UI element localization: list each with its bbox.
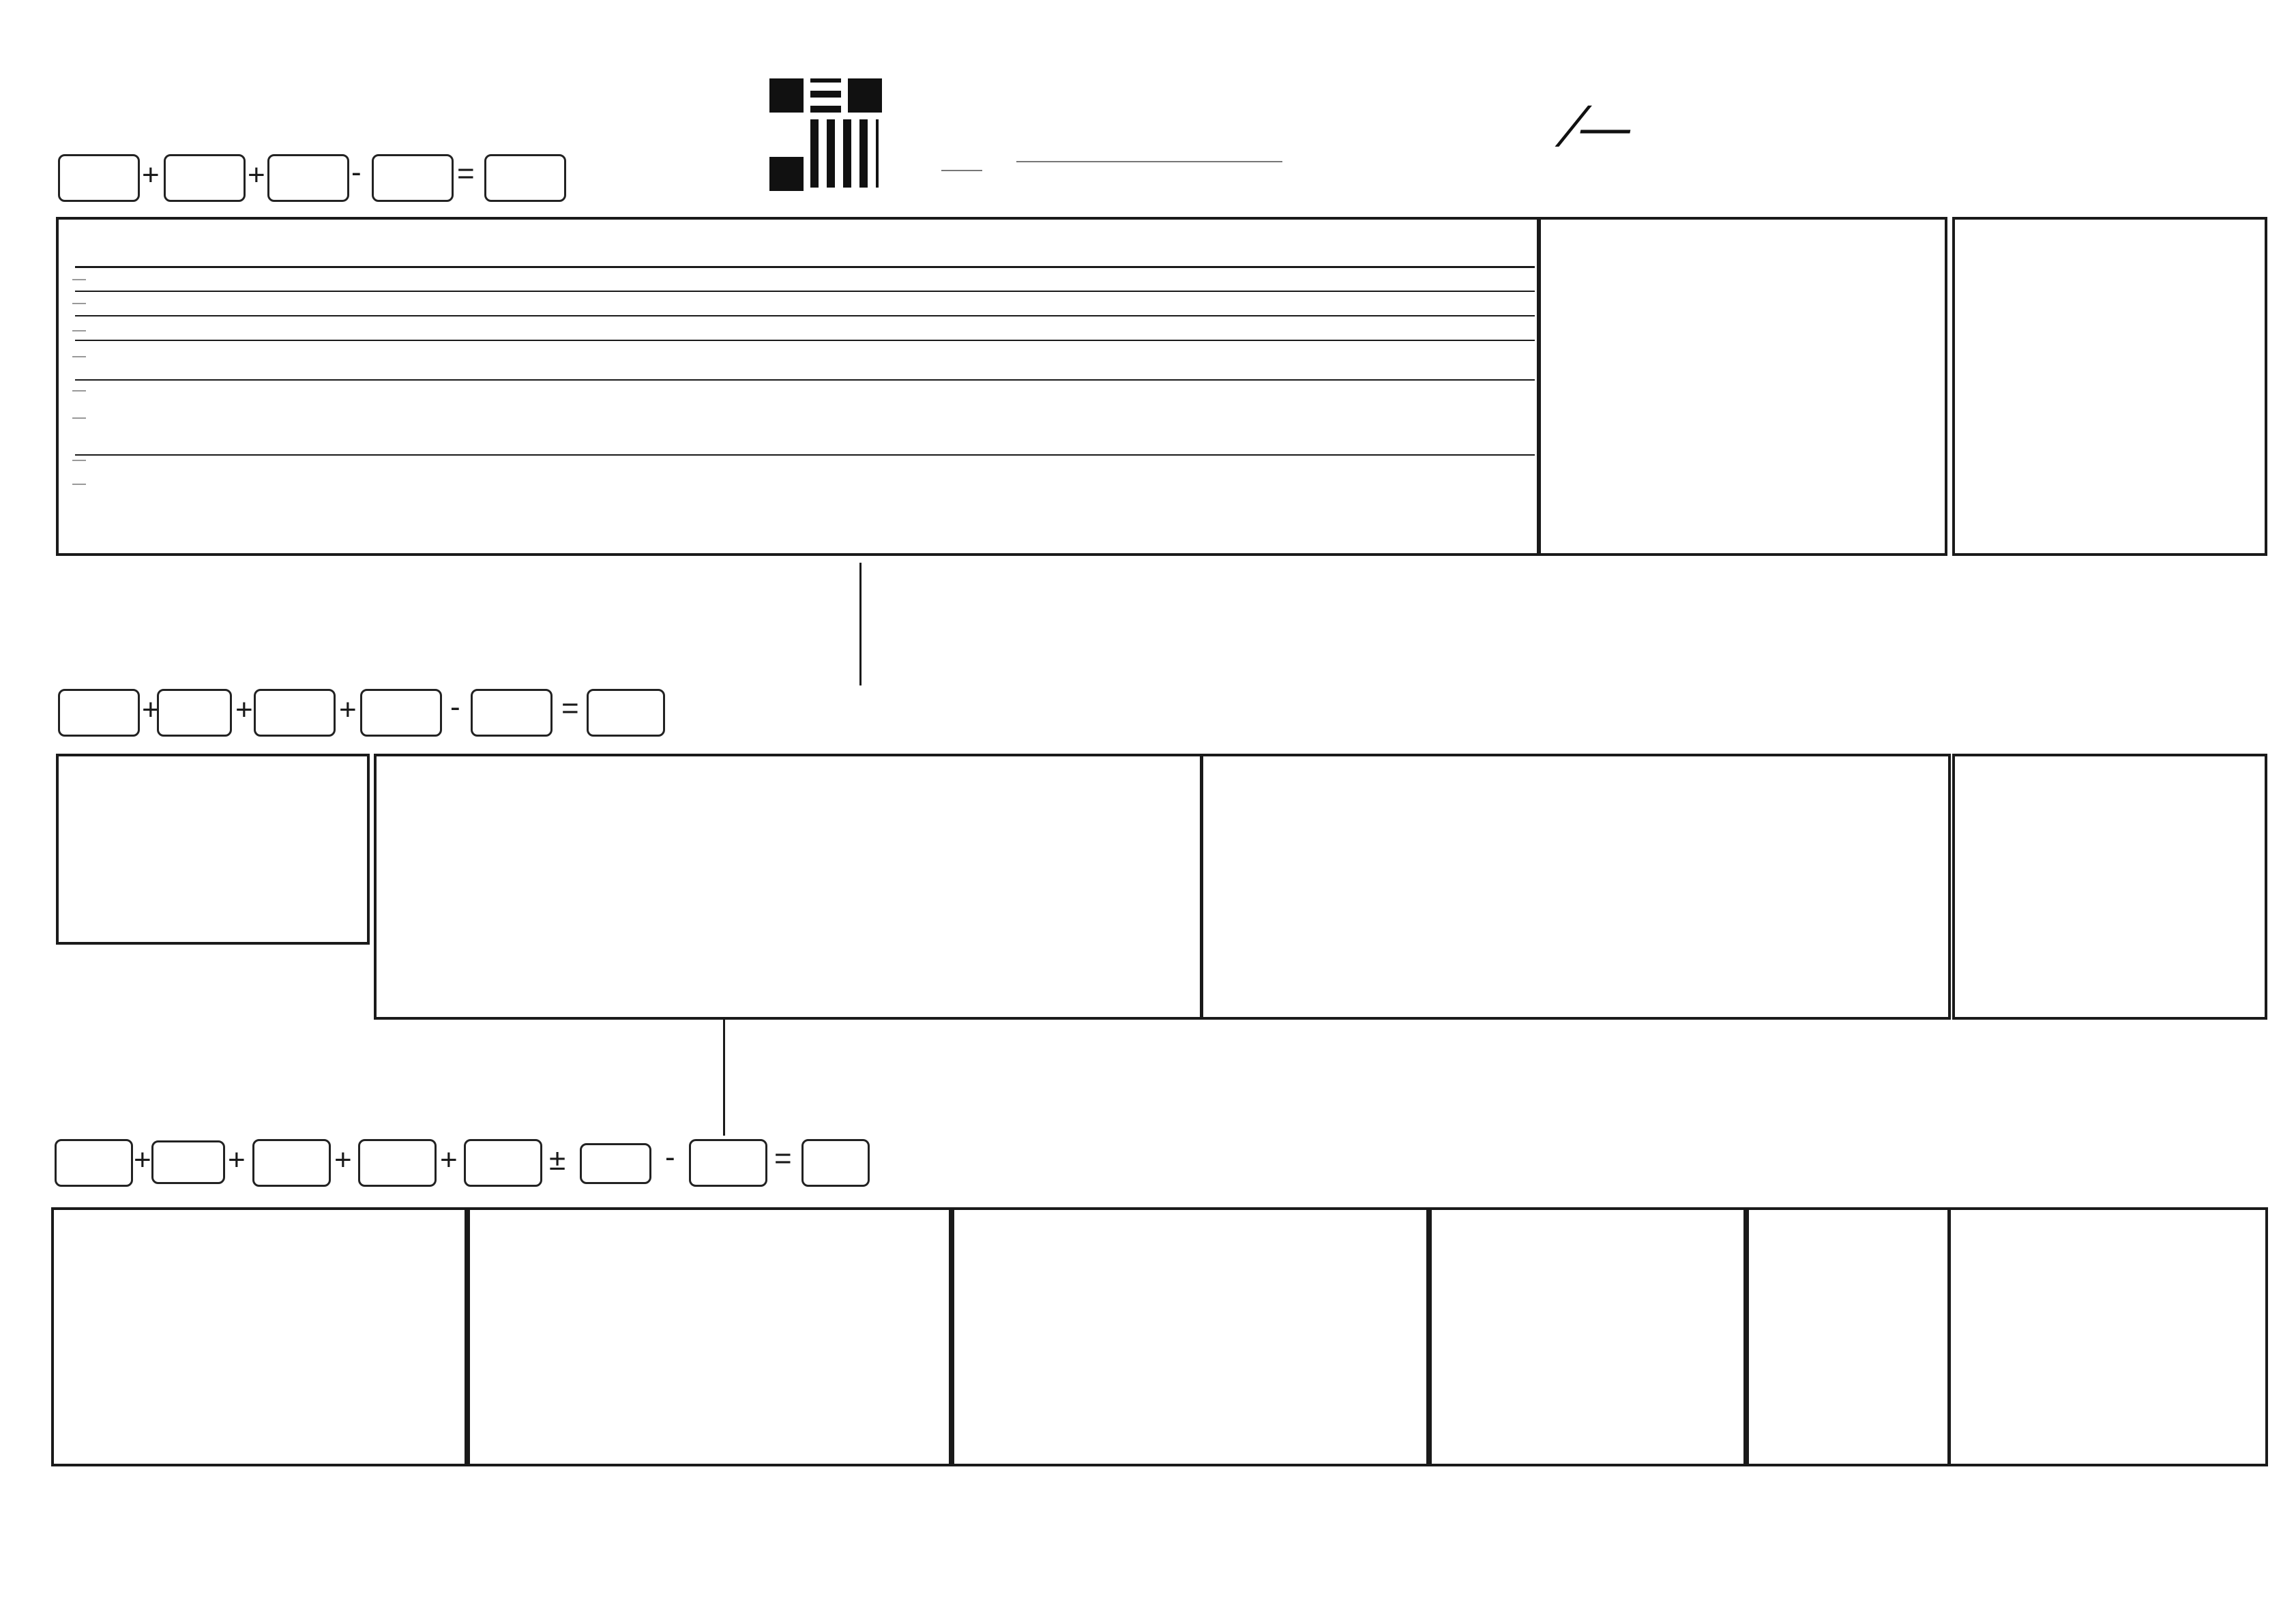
report-cell[interactable]	[724, 454, 929, 536]
plus-minus-sign: ±	[549, 1143, 566, 1177]
disc-opponent-frame	[1538, 217, 1947, 556]
notes1-divider	[859, 563, 862, 685]
report-cell[interactable]	[1331, 266, 1536, 291]
report-cell[interactable]	[1161, 266, 1331, 291]
problem-number[interactable]	[941, 135, 982, 171]
plus-sign: +	[142, 158, 160, 192]
report-cell[interactable]	[1331, 291, 1536, 315]
report-cell[interactable]	[529, 291, 724, 315]
report-cell[interactable]	[931, 454, 1160, 536]
answers-rev-frame	[1947, 1207, 2268, 1466]
notes2-frame-left	[723, 1020, 725, 1136]
reporter-total[interactable]	[484, 154, 566, 202]
fight-line	[941, 135, 1282, 170]
reviewer-score-7[interactable]	[689, 1139, 767, 1187]
report-cell[interactable]	[109, 266, 344, 291]
opponent-score-4[interactable]	[360, 689, 442, 737]
reporter-score-1[interactable]	[58, 154, 140, 202]
report-cell[interactable]	[1161, 291, 1331, 315]
report-cell[interactable]	[724, 379, 929, 454]
report-header-4	[931, 220, 1160, 266]
equals-sign: =	[561, 692, 579, 725]
report-cell[interactable]	[931, 291, 1160, 315]
report-cell[interactable]	[1331, 315, 1536, 340]
report-cell[interactable]	[1161, 454, 1331, 536]
reviewer-score-4[interactable]	[358, 1139, 437, 1187]
reviewer-score-1[interactable]	[55, 1139, 133, 1187]
report-cell[interactable]	[931, 379, 1160, 454]
report-cell[interactable]	[931, 315, 1160, 340]
questions-rev-frame	[51, 1207, 467, 1466]
teams-line	[941, 179, 1112, 207]
answers-opp-frame	[1952, 754, 2267, 1020]
plus-sign: +	[142, 693, 160, 726]
reviewer-score-2[interactable]	[151, 1140, 225, 1184]
report-level-tick[interactable]	[72, 330, 86, 331]
report-cell[interactable]	[347, 315, 527, 340]
plus-sign: +	[248, 158, 265, 192]
report-level-tick[interactable]	[72, 460, 86, 461]
report-header-3	[724, 220, 929, 266]
plus-sign: +	[228, 1143, 246, 1177]
reviewer-score-5[interactable]	[464, 1139, 542, 1187]
report-cell[interactable]	[347, 291, 527, 315]
report-cell[interactable]	[724, 266, 929, 291]
report-header-5	[1161, 220, 1331, 266]
report-header-0	[109, 220, 344, 266]
equals-sign: =	[774, 1142, 792, 1175]
reviewer-score-6[interactable]	[580, 1143, 651, 1184]
report-cell[interactable]	[931, 266, 1160, 291]
minus-sign: -	[450, 690, 460, 724]
opponent-score-3[interactable]	[254, 689, 336, 737]
report-cell[interactable]	[1331, 379, 1536, 454]
minus-sign: -	[665, 1140, 675, 1174]
report-cell[interactable]	[347, 454, 527, 536]
report-cell[interactable]	[347, 379, 527, 454]
questions-opp-frame	[56, 754, 370, 945]
qr-code	[767, 76, 884, 193]
report-cell[interactable]	[724, 291, 929, 315]
plus-sign: +	[334, 1143, 352, 1177]
report-cell[interactable]	[1161, 379, 1331, 454]
report-header-1	[347, 220, 527, 266]
reporter-score-2[interactable]	[164, 154, 246, 202]
report-cell[interactable]	[529, 454, 724, 536]
report-header-6	[1331, 220, 1536, 266]
report-cell[interactable]	[1331, 454, 1536, 536]
report-level-tick[interactable]	[72, 390, 86, 392]
discussion-analysis-frame	[1429, 1207, 1746, 1466]
plus-sign: +	[235, 693, 253, 726]
report-cell[interactable]	[109, 454, 344, 536]
answers-rep-frame	[1952, 217, 2267, 556]
opposition-speech-frame	[374, 754, 1203, 1020]
report-cell[interactable]	[109, 379, 344, 454]
signature-line[interactable]	[1016, 154, 1282, 162]
report-level-tick[interactable]	[72, 356, 86, 357]
report-level-tick[interactable]	[72, 279, 86, 280]
report-cell[interactable]	[109, 291, 344, 315]
opponent-total[interactable]	[587, 689, 665, 737]
report-cell[interactable]	[529, 379, 724, 454]
opponent-score-2[interactable]	[157, 689, 232, 737]
reviewer-total[interactable]	[801, 1139, 870, 1187]
report-level-tick[interactable]	[72, 484, 86, 485]
reporter-score-3[interactable]	[267, 154, 349, 202]
report-header-2	[529, 220, 724, 266]
disc-reporter-frame	[1201, 754, 1951, 1020]
review-report-frame	[467, 1207, 952, 1466]
report-cell[interactable]	[931, 340, 1160, 379]
report-cell[interactable]	[347, 340, 527, 379]
equals-sign: =	[457, 157, 475, 190]
judge-signature: ⁄—	[1569, 95, 1633, 159]
reporter-score-4[interactable]	[372, 154, 454, 202]
plus-sign: +	[440, 1143, 458, 1177]
minus-sign: -	[351, 156, 362, 189]
report-cell[interactable]	[1331, 340, 1536, 379]
report-level-tick[interactable]	[72, 417, 86, 419]
reviewer-score-3[interactable]	[252, 1139, 331, 1187]
report-cell[interactable]	[109, 340, 344, 379]
plus-sign: +	[339, 693, 357, 726]
report-cell[interactable]	[529, 315, 724, 340]
report-cell[interactable]	[724, 315, 929, 340]
report-level-tick[interactable]	[72, 303, 86, 304]
plus-sign: +	[134, 1143, 151, 1177]
report-cell[interactable]	[347, 266, 527, 291]
report-cell[interactable]	[529, 340, 724, 379]
report-cell[interactable]	[1161, 340, 1331, 379]
missed-points-frame	[1746, 1207, 1951, 1466]
report-cell[interactable]	[529, 266, 724, 291]
report-cell[interactable]	[724, 340, 929, 379]
report-cell[interactable]	[1161, 315, 1331, 340]
report-cell[interactable]	[109, 315, 344, 340]
opponent-score-1[interactable]	[58, 689, 140, 737]
opponent-score-5[interactable]	[471, 689, 553, 737]
review-opposition-frame	[952, 1207, 1429, 1466]
